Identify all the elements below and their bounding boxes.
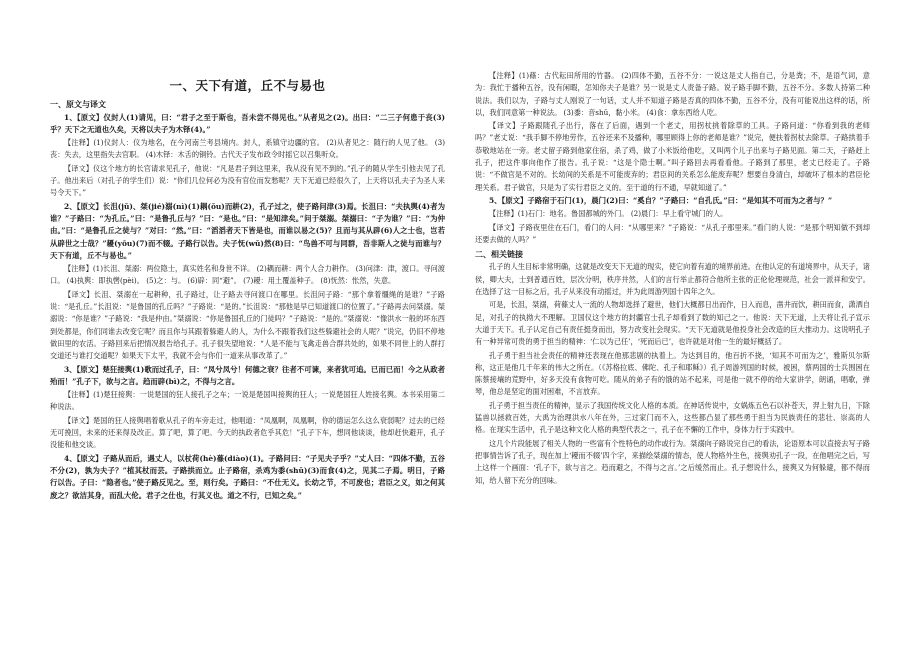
annotation-paragraph: 【译文】仪这个地方的长官请求见孔子，他说：“凡是君子到这里来，我从没有见不到的。”孔子的随从学生引他去见了孔子。他出来后（对孔子的学生们）说：“你们几位何必为没有官位而发愁呢？天下无道已经很久了，上天将以孔夫子为圣人来号令天下。” xyxy=(50,163,445,198)
original-text-paragraph: 4、【原文】子路从而后，遇丈人，以杖荷(hè)蓧(diào)(1)。子路问曰：“子见夫子乎？”丈人曰：“四体不勤，五谷不分(2)，孰为夫子？”植其杖而芸。子路拱而立。止子路宿，杀鸡为黍(shǔ)(3)而食(4)之，见其二子焉。明日，子路行以告。子曰：“隐者也。”使子路反见之。至，则行矣。子路曰：“不仕无义。长幼之节，不可废也；君臣之义，如之何其废之？欲洁其身，而乱大伦。君子之仕也，行其义也。道之不行，已知之矣。” xyxy=(50,453,445,500)
annotation-paragraph: 【注释】(1)楚狂接舆：一说楚国的狂人接孔子之车；一说是楚国叫接舆的狂人；一说楚国狂人姓接名舆。本书采用第二种说法。 xyxy=(50,390,445,412)
body-paragraph: 可是，长沮，桀溺，荷蓧丈人一流的人物却选择了避世，他们大概都日出而作，日入而息，凿井而饮，耕田而食，潇洒自足，对孔子的执拗大不理解。卫国仪这个地方的封疆官士孔子却看到了数的知己之一。他说：天下无道，上天将让孔子宣示大道于天下。孔子认定自己有责任挺身而出，努力改变社会现实。“天下无道就是他投身社会改造的巨大推动力。这说明孔子有一种异常可贵的勇于担当的精神：‘仁以为己任’，‘死而后已’，也许就是对他一生的最好概括了。 xyxy=(475,300,870,347)
annotation-paragraph: 【注释】(1)仪封人：仪为地名，在今河南兰考县境内。封人，系镇守边疆的官。 (2)从者见之：随行的人见了他。 (3)丧：失去，这里指失去官职。 (4)木铎：木舌的铜铃。古代天子发布政令时摇它以召集听众。 xyxy=(50,138,445,160)
original-text-paragraph: 1、【原文】仪封人(1)请见，曰：“君子之至于斯也，吾未尝不得见也。”从者见之(2)。出曰：“二三子何患于丧(3)乎？天下之无道也久矣，天将以夫子为木铎(4)。” xyxy=(50,112,445,134)
body-paragraph: 孔子的人生目标非常明确，这就是改变天下无道的现实，使它向着有道的境界前进。在他认定的有道境界中，从天子，诸侯，卿大夫，士到普通百姓，层次分明，秩序井然，人们的言行举止都符合他所主张的正伦伦理规范，社会一派祥和安宁。在选择了这一目标之后，孔子从来没有动摇过，并为此周游列国十四年之久。 xyxy=(475,262,870,297)
body-paragraph: 这几个片段能展了相关人物的一些富有个性特色的动作或行为。桀溺向子路说完自己的看法，论语原本可以直接去写子路把事情告诉了孔子，现在加上‘耰而不辍’四个字，来描绘桀溺的情态，使人物格外生色，接舆劝孔子一段，在他唱完之后，写上这样一个画面：‘孔子下，欲与言之。趋而避之，不得与之言。’之后缓然而止。孔子想说什么，接舆又为何躲避，都不得而知，给人留下充分的回味。 xyxy=(475,438,870,485)
annotation-paragraph: 【译文】长沮、桀溺在一起耕种，孔子路过，让子路去寻问渡口在哪里。长沮问子路：“那个拿着缰绳的是谁？”子路说：“是孔丘。”长沮说：“是鲁国的孔丘吗？”子路说：“是的。”长沮说：“那他是早已知道渡口的位置了。”子路再去问桀溺。桀溺说：“你是谁？”子路说：“我是仲由。”桀溺说：“你是鲁国孔丘的门徒吗？”子路说：“是的。”桀溺说：“像洪水一般的坏东西到处都是，你们同谁去改变它呢？而且你与其跟着躲避人的人，为什么不跟着我们这些躲避社会的人呢？”说完，仍旧不停地做田里的农活。子路回来后把情况报告给孔子。孔子很失望地说：“人是不能与飞禽走兽合群共处的，如果不同世上的人群打交道还与谁打交道呢？如果天下太平，我就不会与你们一道来从事改革了。” xyxy=(50,289,445,361)
left-column xyxy=(50,66,445,503)
page-title: 一、天下有道，丘不与易也 xyxy=(169,78,326,93)
body-paragraph: 孔子勇于担当社会责任的精神还表现在他那悲剧的执着上。为达到目的，他百折不挠，‘知其不可而为之’，雅斯贝尔斯称，这正是他几千年来的伟大之所在。（《苏格拉底、佛陀、孔子和耶稣》）孔子周游列国的时候，被困，蔡两国的士兵围困在陈蔡接壤的荒野中，好多天没有食物可吃。随从的弟子有的饿的站不起来，可是他一就不停的给大家讲学，朗诵，唱歌，弹琴，他总是坚定的面对困难，不言放弃。 xyxy=(475,350,870,397)
original-text-paragraph: 3、【原文】楚狂接舆(1)歌而过孔子，曰：“凤兮凤兮！何德之衰？往者不可谏，来者犹可追。已而已而！今之从政者殆而！”孔子下，欲与之言。趋而辟(bì)之，不得与之言。 xyxy=(50,364,445,386)
right-blocks xyxy=(475,70,870,487)
original-text-paragraph: 5、【原文】子路宿于石门(1)，晨门(2)曰：“奚自？”子路曰：“自孔氏。”曰：“是知其不可而为之者与？” xyxy=(489,195,833,205)
annotation-paragraph: 【译文】子路跟随孔子出行，落在了后面，遇到一个老丈，用拐杖挑着除草的工具。子路问道：“你看到我的老师吗？”老丈说：“我手脚不停地劳作，五谷还来不及播种，哪里顾得上你的老师是谁？”说完，便扶着拐杖去除草。子路拱着手恭敬地站在一旁。老丈留子路到他家住宿，杀了鸡，做了小米饭给他吃，又叫两个儿子出来与子路见面。第二天，子路赶上孔子，把这件事向他作了报告。孔子说：“这是个隐士啊。”叫子路回去再看看他。子路到了那里，老丈已经走了。子路说：“不做官是不对的。长幼间的关系是不可能废弃的；君臣间的关系怎么能废弃呢？想要自身清白，却破坏了根本的君臣伦理关系。君子做官，只是为了实行君臣之义的。至于道的行不通，早就知道了。” xyxy=(475,121,870,192)
left-blocks xyxy=(50,112,445,502)
right-column xyxy=(475,70,870,488)
annotation-paragraph: 【译文】楚国的狂人接舆唱着歌从孔子的车旁走过，他唱道：“凤凰啊，凤凰啊，你的德运怎么这么衰弱呢？过去的已经无可挽回，未来的还来得及改正。算了吧，算了吧。今天的执政者危乎其危！”孔子下车，想同他谈谈，他却赶快避开，孔子没能和他交谈。 xyxy=(50,415,445,450)
annotation-paragraph: 【注释】(1)石门：地名。鲁国都城的外门。 (2)晨门：早上看守城门的人。 xyxy=(489,209,728,219)
annotation-paragraph: 【译文】子路夜里住在石门，看门的人问：“从哪里来？”子路说：“从孔子那里来。”看门的人说：“是那个明知做不到却还要去做的人吗？” xyxy=(475,222,870,244)
section-heading: 二、相关链接 xyxy=(475,249,523,260)
annotation-paragraph: 【注释】(1)长沮、桀溺：两位隐士，真实姓名和身世不详。 (2)耦而耕：两个人合力耕作。 (3)问津：津，渡口。寻问渡口。 (4)执舆：即执辔(pèi)。 (5)之：与。 (6)辟：同“避”。 (7)耰：用土覆盖种子。 (8)怃然：怅然，失意。 xyxy=(50,264,445,286)
original-text-paragraph: 2、【原文】长沮(jǔ)、桀(jié)溺(nì)(1)耦(ǒu)而耕(2)，孔子过之，使子路问津(3)焉。长沮曰：“夫执舆(4)者为谁？”子路曰：“为孔丘。”曰：“是鲁孔丘与？”曰：“是也。”曰：“是知津矣。”问于桀溺。桀溺曰：“子为谁？”曰：“为仲由。”曰：“是鲁孔丘之徒与？”对曰：“然。”曰：“滔滔者天下皆是也，而谁以易之(5)？且而与其从辟(6)人之士也，岂若从辟世之士哉？”耰(yōu)(7)而不辍。子路行以告。夫子怃(wǔ)然(8)曰：“鸟兽不可与同群，吾非斯人之徒与而谁与？天下有道，丘不与易也。” xyxy=(50,201,445,260)
body-paragraph: 孔子勇于担当责任的精神，显示了我国传统文化人格的本质。在神话传说中，女娲炼五色石以补苍天，羿上射九日，下除猛兽以拯救百姓，大禹为治理洪水八年在外，三过家门而不入，这些都凸显了那些勇于担当为民族责任的悲壮、崇高的人格。在现实生活中，孔子是这种文化人格的典型代表之一，孔子在不懈的工作中，身体力行于实践中。 xyxy=(475,400,870,435)
annotation-paragraph: 【注释】(1)蓧：古代耘田所用的竹器。 (2)四体不勤，五谷不分：一说这是丈人指自己，分是粪；不，是语气词，意为：我忙于播种五谷，没有闲暇，怎知你夫子是谁？另一说是丈人责备子路。说子路手脚不勤，五谷不分。多数人持第二种说法。我们以为，子路与丈人刚说了一句话，丈人并不知道子路是否真的四体不勤，五谷不分，没有可能说出这样的话，所以，我们同意第一种说法。 (3)黍：音shǔ，黏小米。 (4)食：拿东西给人吃。 xyxy=(475,71,870,117)
section-heading: 一、原文与译文 xyxy=(50,99,106,110)
